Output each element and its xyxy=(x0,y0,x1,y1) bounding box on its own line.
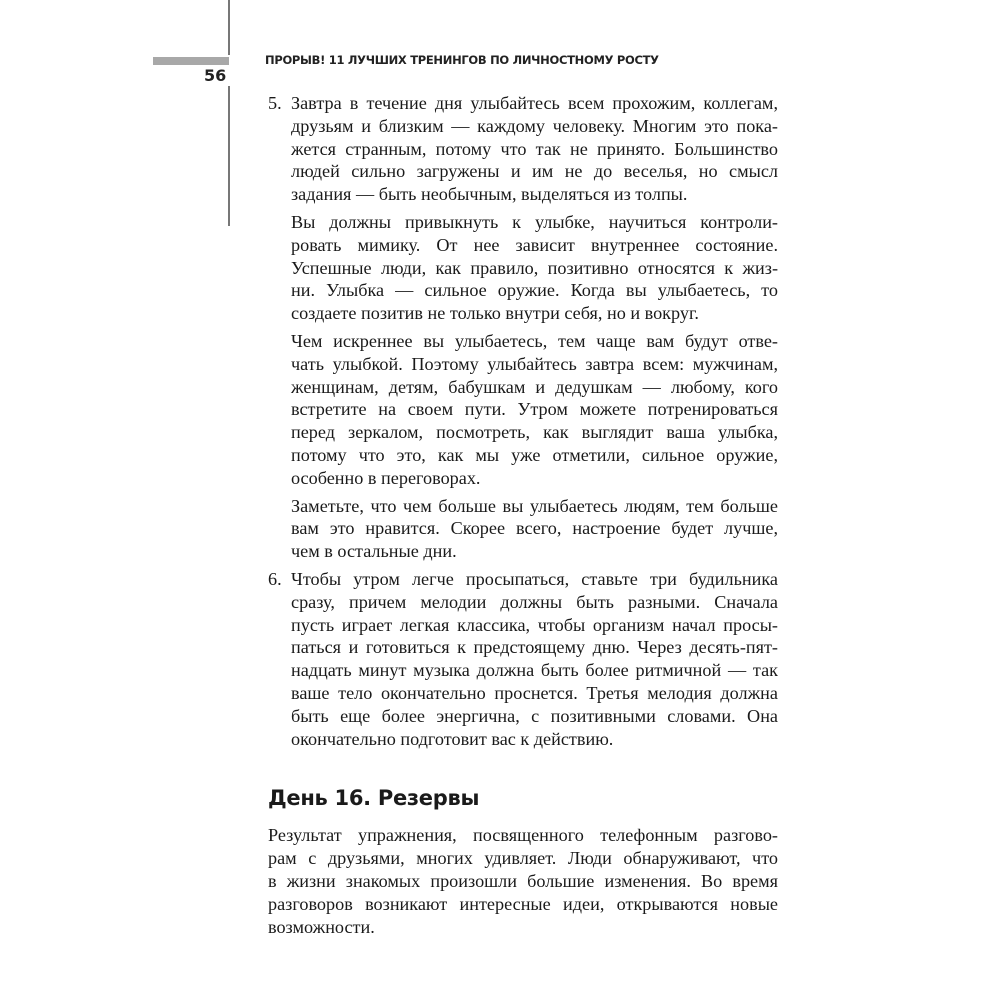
list-item xyxy=(268,92,778,206)
text-line: ни. Улыбка — сильное оружие. Когда вы улыбаетесь, то xyxy=(291,280,778,301)
text-line: потому что это, как мы уже отметили, сильное оружие, xyxy=(291,444,778,465)
text-line: жется странным, потому что так не принято. Большинство xyxy=(291,138,778,159)
text-line: быть еще более энергична, с позитивными словами. Она xyxy=(291,705,778,726)
text-line: паться и готовиться к предстоящему дню. Через десять-пят- xyxy=(291,637,778,658)
text-line: в жизни знакомых произошли большие изменения. Во время xyxy=(268,870,778,891)
text-line: Чем искреннее вы улыбаетесь, тем чаще вам будут отве- xyxy=(291,330,778,351)
text-line: надцать минут музыка должна быть более ритмичной — так xyxy=(291,660,778,681)
text-line: окончательно подготовит вас к действию. xyxy=(291,728,614,749)
text-line: женщинам, детям, бабушкам и дедушкам — любому, кого xyxy=(291,376,778,397)
text-line: чем в остальные дни. xyxy=(291,541,457,562)
page-body xyxy=(268,92,778,943)
text-line: ваше тело окончательно проснется. Третья мелодия должна xyxy=(291,682,778,703)
text-line: людей сильно загружены и им не до веселья, но смысл xyxy=(291,161,778,182)
text-line: вам это нравится. Скорее всего, настроение будет лучше, xyxy=(291,518,778,539)
text-line: Заметьте, что чем больше вы улыбаетесь людям, тем больше xyxy=(291,495,778,516)
paragraph xyxy=(268,211,778,325)
header-bar xyxy=(153,57,229,65)
text-line: Чтобы утром легче просыпаться, ставьте три будильника xyxy=(291,568,778,589)
text-line: особенно в переговорах. xyxy=(291,467,481,488)
text-line: чать улыбкой. Поэтому улыбайтесь завтра всем: мужчинам, xyxy=(291,353,778,374)
margin-rule-bottom xyxy=(228,86,230,226)
text-line: перед зеркалом, посмотреть, как выглядит ваша улыбка, xyxy=(291,422,778,443)
text-line: друзьям и близким — каждому человеку. Многим это пока- xyxy=(291,115,778,136)
section-heading: День 16. Резервы xyxy=(268,786,480,811)
margin-rule-top xyxy=(228,0,230,55)
text-line: Вы должны привыкнуть к улыбке, научиться контроли- xyxy=(291,211,778,232)
list-item xyxy=(268,568,778,750)
paragraph xyxy=(268,824,778,938)
list-number: 6. xyxy=(268,568,282,589)
text-line: Результат упражнения, посвященного телефонным разгово- xyxy=(268,825,778,846)
text-line: Успешные люди, как правило, позитивно относятся к жиз- xyxy=(291,257,778,278)
text-line: встретите на своем пути. Утром можете потренироваться xyxy=(291,399,778,420)
text-line: задания — быть необычным, выделяться из толпы. xyxy=(291,184,688,205)
page-number: 56 xyxy=(204,66,227,85)
list-number: 5. xyxy=(268,93,282,113)
paragraph xyxy=(268,330,778,490)
text-line: Завтра в течение дня улыбайтесь всем прохожим, коллегам, xyxy=(291,93,778,113)
text-line: ровать мимику. От нее зависит внутреннее состояние. xyxy=(291,234,778,255)
running-header: ПРОРЫВ! 11 ЛУЧШИХ ТРЕНИНГОВ ПО ЛИЧНОСТНОМУ РОСТУ xyxy=(265,53,659,67)
text-line: сразу, причем мелодии должны быть разными. Сначала xyxy=(291,591,778,612)
text-line: возможности. xyxy=(268,916,375,937)
text-line: пусть играет легкая классика, чтобы организм начал просы- xyxy=(291,614,778,635)
text-line: рам с друзьями, многих удивляет. Люди обнаруживают, что xyxy=(268,848,778,869)
text-line: разговоров возникают интересные идеи, открываются новые xyxy=(268,893,778,914)
text-line: создаете позитив не только внутри себя, но и вокруг. xyxy=(291,303,699,324)
paragraph xyxy=(268,495,778,563)
